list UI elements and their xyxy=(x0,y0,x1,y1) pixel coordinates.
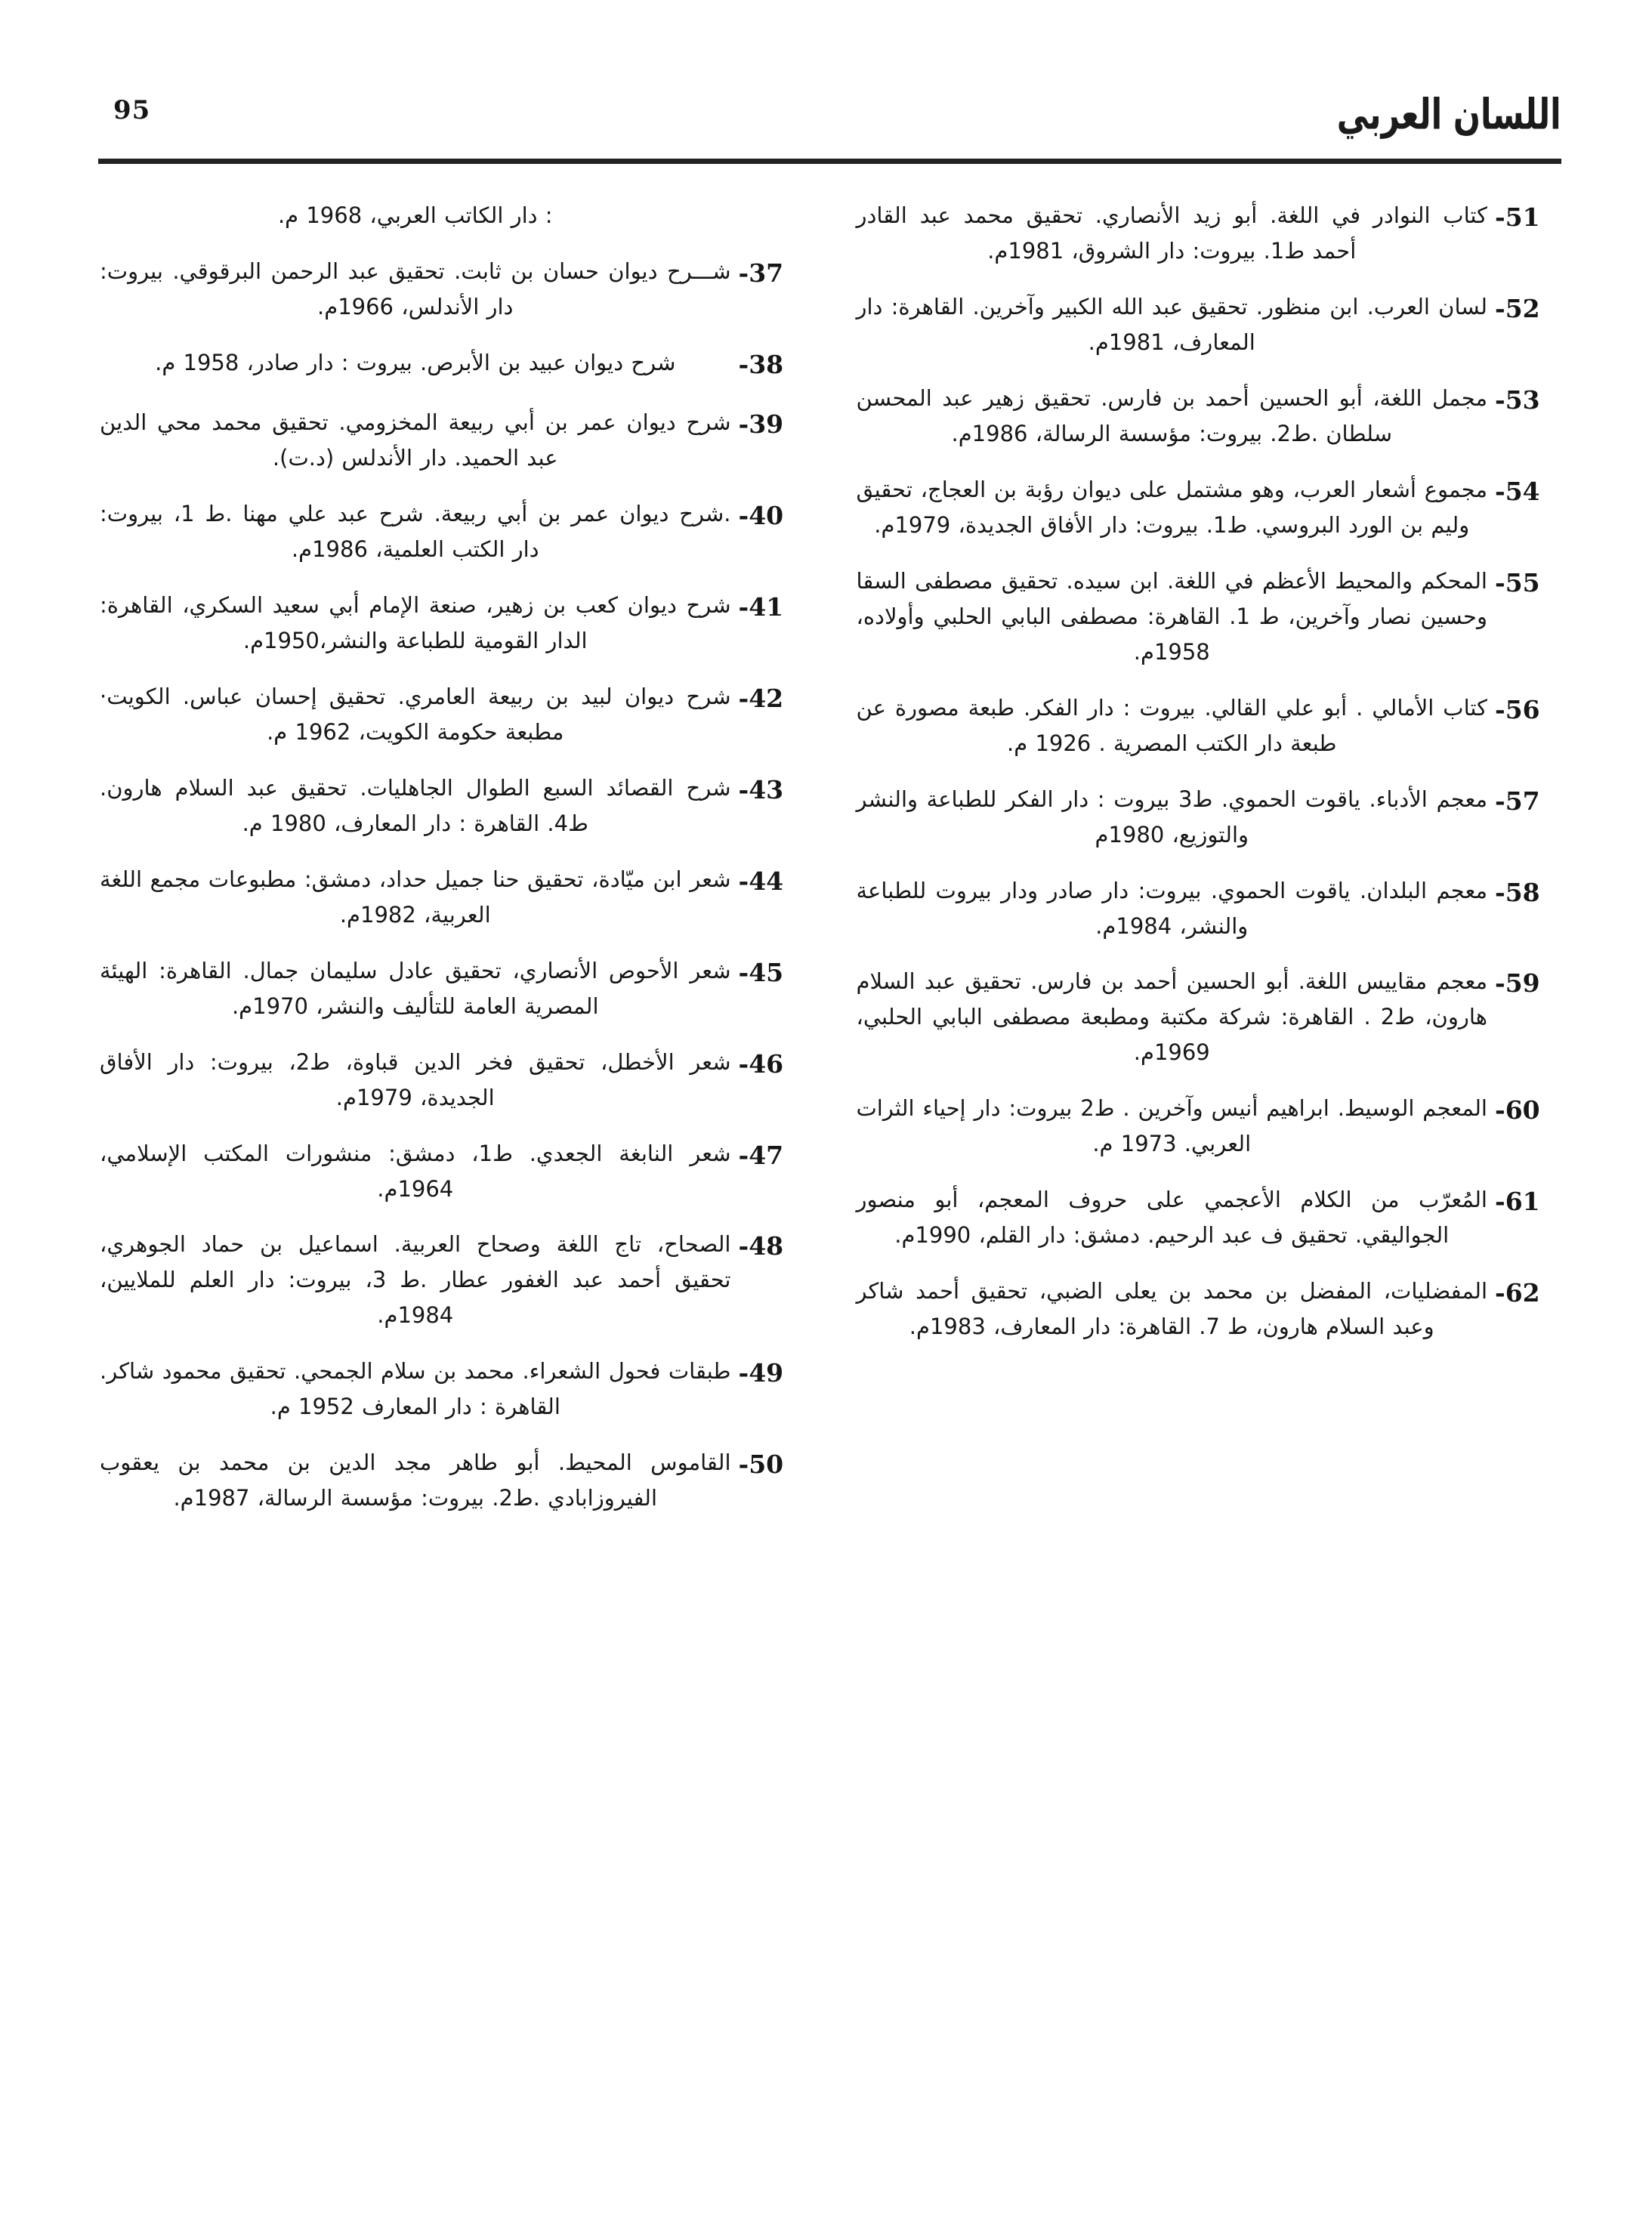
bibliography-entry-number: -62 xyxy=(1495,1278,1540,1308)
bibliography-entry xyxy=(100,953,804,1024)
bibliography-entry-number: -40 xyxy=(738,500,784,530)
bibliography-entry-number: -57 xyxy=(1495,786,1540,816)
bibliography-entry xyxy=(100,679,804,750)
bibliography-entry xyxy=(100,1136,804,1207)
bibliography-entry-number: -45 xyxy=(738,957,784,987)
bibliography-entry-text: شرح ديوان عبيد بن الأبرص. بيروت : دار صادر، 1958 م. xyxy=(155,349,676,375)
bibliography-entry xyxy=(100,254,804,325)
bibliography-entry xyxy=(100,588,804,659)
bibliography-entry-number: -55 xyxy=(1495,567,1540,597)
bibliography-entry-text: مجموع أشعار العرب، وهو مشتمل على ديوان رؤبة بن العجاج، تحقيق وليم بن الورد البروسي. ط1. بيروت: دار الأفاق الجديدة، 1979م. xyxy=(856,476,1487,538)
bibliography-entry xyxy=(857,1274,1561,1345)
bibliography-entry-text: المفضليات، المفضل بن محمد بن يعلى الضبي، تحقيق أحمد شاكر وعبد السلام هارون، ط 7. القاهرة: دار المعارف، 1983م. xyxy=(856,1278,1487,1340)
bibliography-entry xyxy=(100,198,804,233)
bibliography-entry-number: -59 xyxy=(1495,968,1540,999)
bibliography-entry xyxy=(857,873,1561,944)
bibliography-entry-text: المحكم والمحيط الأعظم في اللغة. ابن سيده. تحقيق مصطفى السقا وحسين نصار وآخرين، ط 1. القاهرة: مصطفى البابي الحلبي وأولاده، 1958م. xyxy=(856,567,1487,665)
bibliography-entry-number: -41 xyxy=(738,591,784,622)
bibliography-entry-text: شعر الأحوص الأنصاري، تحقيق عادل سليمان جمال. القاهرة: الهيئة المصرية العامة للتأليف والنشر، 1970م. xyxy=(100,957,731,1019)
bibliography-entry xyxy=(100,405,804,476)
bibliography-entry-number: -56 xyxy=(1495,694,1540,724)
bibliography-column-right xyxy=(100,198,804,1536)
bibliography-entry-text: شرح القصائد السبع الطوال الجاهليات. تحقيق عبد السلام هارون. ط4. القاهرة : دار المعارف، 1980 م. xyxy=(100,774,731,836)
header-divider-rule xyxy=(98,159,1561,164)
bibliography-entry-text: شعر النابغة الجعدي. ط1، دمشق: منشورات المكتب الإسلامي، 1964م. xyxy=(100,1140,731,1202)
bibliography-entry xyxy=(857,563,1561,670)
bibliography-entry xyxy=(100,1445,804,1516)
bibliography-entry-text: كتاب الأمالي . أبو علي القالي. بيروت : دار الفكر. طبعة مصورة عن طبعة دار الكتب المصرية . 1926 م. xyxy=(856,694,1487,756)
bibliography-entry xyxy=(100,1045,804,1116)
bibliography-entry-text: شرح ديوان لبيد بن ربيعة العامري. تحقيق إحسان عباس. الكويت· مطبعة حكومة الكويت، 1962 م. xyxy=(100,683,731,745)
bibliography-entry-text: المعجم الوسيط. ابراهيم أنيس وآخرين . ط2 بيروت: دار إحياء الثرات العربي. 1973 م. xyxy=(856,1095,1487,1157)
bibliography-entry xyxy=(857,782,1561,853)
bibliography-entry-number: -60 xyxy=(1495,1095,1540,1125)
bibliography-entry xyxy=(100,862,804,933)
bibliography-columns xyxy=(100,198,1560,2163)
bibliography-entry-number: -58 xyxy=(1495,877,1540,907)
bibliography-entry-text: : دار الكاتب العربي، 1968 م. xyxy=(277,202,553,228)
bibliography-entry-number: -44 xyxy=(738,866,784,896)
bibliography-entry-number: -38 xyxy=(738,349,784,379)
journal-masthead: اللسان العربي xyxy=(1337,89,1561,139)
bibliography-entry xyxy=(857,381,1561,452)
bibliography-entry-number: -47 xyxy=(738,1140,784,1170)
bibliography-entry xyxy=(857,964,1561,1070)
bibliography-entry-number: -50 xyxy=(738,1450,784,1480)
bibliography-entry xyxy=(100,496,804,567)
bibliography-entry-text: القاموس المحيط. أبو طاهر مجد الدين بن محمد بن يعقوب الفيروزابادي .ط2. بيروت: مؤسسة الرسالة، 1987م. xyxy=(100,1450,731,1511)
bibliography-entry-text: .شرح ديوان عمر بن أبي ربيعة. شرح عبد علي مهنا .ط 1، بيروت: دار الكتب العلمية، 1986م. xyxy=(100,500,731,562)
bibliography-entry-number: -39 xyxy=(738,409,784,440)
bibliography-entry-number: -49 xyxy=(738,1358,784,1388)
bibliography-entry xyxy=(857,198,1561,269)
bibliography-entry-number: -52 xyxy=(1495,293,1540,323)
bibliography-entry xyxy=(100,770,804,841)
bibliography-entry-number: -42 xyxy=(738,683,784,713)
bibliography-entry-text: شرح ديوان كعب بن زهير، صنعة الإمام أبي سعيد السكري، القاهرة: الدار القومية للطباعة والنشر،1950م. xyxy=(100,591,731,653)
bibliography-entry-number: -37 xyxy=(738,258,784,288)
bibliography-entry xyxy=(857,1182,1561,1253)
bibliography-entry-number: -43 xyxy=(738,774,784,804)
bibliography-entry-number: -54 xyxy=(1495,476,1540,506)
page-number: 95 xyxy=(113,95,151,125)
bibliography-entry xyxy=(857,690,1561,761)
bibliography-entry-number: -61 xyxy=(1495,1187,1540,1217)
bibliography-entry-text: لسان العرب. ابن منظور. تحقيق عبد الله الكبير وآخرين. القاهرة: دار المعارف، 1981م. xyxy=(856,293,1487,355)
bibliography-entry xyxy=(857,472,1561,543)
bibliography-entry-text: الصحاح، تاج اللغة وصحاح العربية. اسماعيل بن حماد الجوهري، تحقيق أحمد عبد الغفور عطار .ط 3، بيروت: دار العلم للملايين، 1984م. xyxy=(100,1231,731,1329)
bibliography-entry-number: -48 xyxy=(738,1231,784,1261)
bibliography-column-left xyxy=(857,198,1561,1365)
bibliography-entry xyxy=(100,345,804,384)
bibliography-entry-text: شـــرح ديوان حسان بن ثابت. تحقيق عبد الرحمن البرقوقي. بيروت: دار الأندلس، 1966م. xyxy=(100,258,731,320)
bibliography-entry-text: المُعرّب من الكلام الأعجمي على حروف المعجم، أبو منصور الجواليقي. تحقيق ف عبد الرحيم. دمشق: دار القلم، 1990م. xyxy=(856,1187,1487,1249)
bibliography-entry-text: معجم مقاييس اللغة. أبو الحسين أحمد بن فارس. تحقيق عبد السلام هارون، ط2 . القاهرة: شركة مكتبة ومطبعة مصطفى البابي الحلبي، 1969م. xyxy=(856,968,1487,1066)
bibliography-entry xyxy=(857,289,1561,360)
bibliography-entry-number: -51 xyxy=(1495,202,1540,232)
running-head xyxy=(98,89,1561,157)
bibliography-entry-text: كتاب النوادر في اللغة. أبو زيد الأنصاري. تحقيق محمد عبد القادر أحمد ط1. بيروت: دار الشروق، 1981م. xyxy=(856,202,1487,264)
bibliography-entry-number: -53 xyxy=(1495,384,1540,415)
bibliography-entry-number: -46 xyxy=(738,1048,784,1079)
bibliography-entry-text: معجم البلدان. ياقوت الحموي. بيروت: دار صادر ودار بيروت للطباعة والنشر، 1984م. xyxy=(856,877,1487,939)
bibliography-entry-text: شرح ديوان عمر بن أبي ربيعة المخزومي. تحقيق محمد محي الدين عبد الحميد. دار الأندلس (د.ت). xyxy=(100,409,731,471)
bibliography-entry-text: شعر الأخطل، تحقيق فخر الدين قباوة، ط2، بيروت: دار الأفاق الجديدة، 1979م. xyxy=(100,1048,731,1110)
bibliography-entry xyxy=(857,1091,1561,1162)
bibliography-entry-text: طبقات فحول الشعراء. محمد بن سلام الجمحي. تحقيق محمود شاكر. القاهرة : دار المعارف 1952 م. xyxy=(100,1358,731,1420)
bibliography-entry xyxy=(100,1227,804,1333)
bibliography-entry xyxy=(100,1354,804,1425)
bibliography-entry-text: شعر ابن ميّادة، تحقيق حنا جميل حداد، دمشق: مطبوعات مجمع اللغة العربية، 1982م. xyxy=(100,866,731,928)
bibliography-entry-text: معجم الأدباء. ياقوت الحموي. ط3 بيروت : دار الفكر للطباعة والنشر والتوزيع، 1980م xyxy=(856,786,1487,848)
bibliography-entry-text: مجمل اللغة، أبو الحسين أحمد بن فارس. تحقيق زهير عبد المحسن سلطان .ط2. بيروت: مؤسسة الرسالة، 1986م. xyxy=(856,384,1487,446)
